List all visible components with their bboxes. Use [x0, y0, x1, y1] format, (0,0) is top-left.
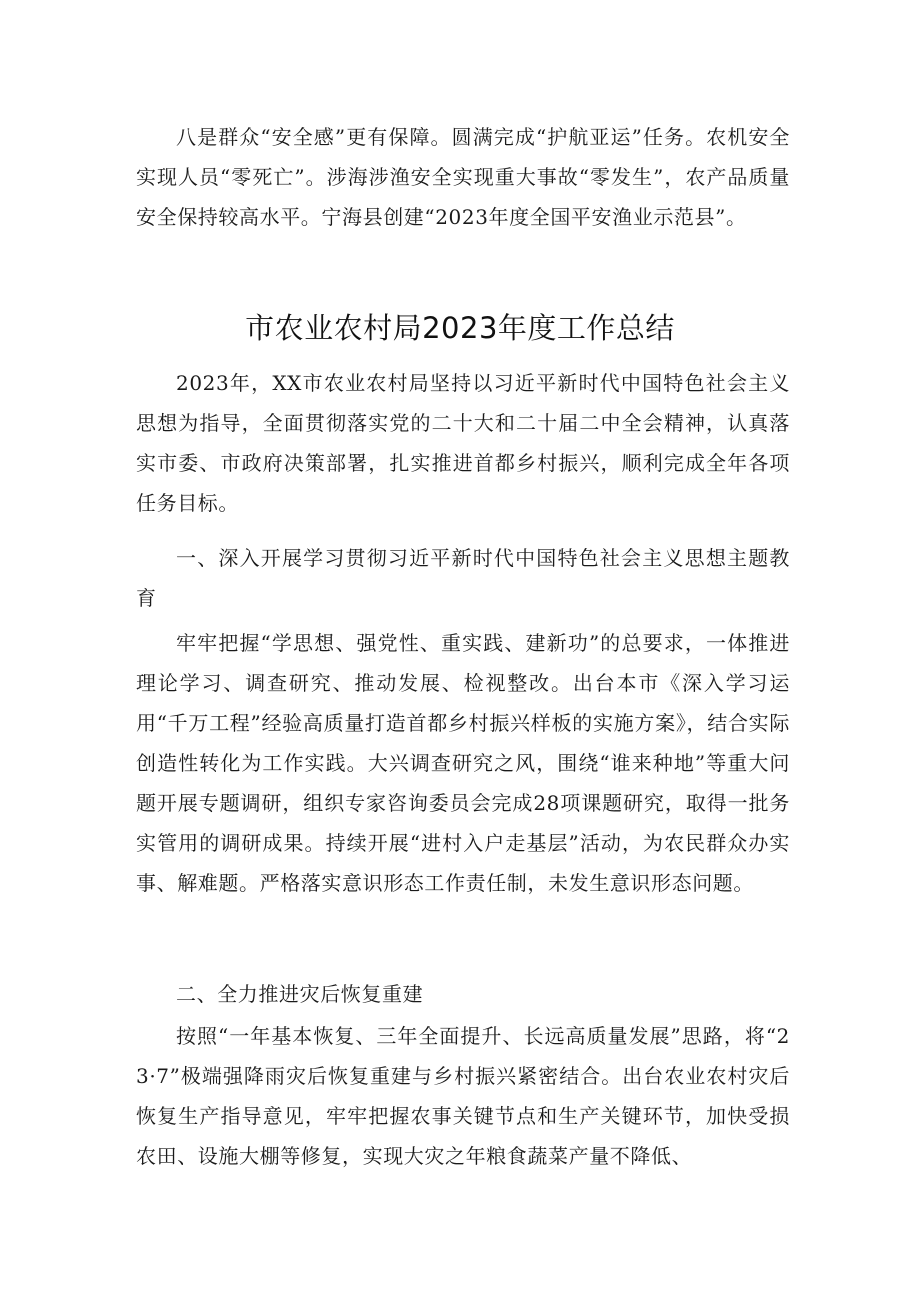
section-body-2: 按照“一年基本恢复、三年全面提升、长远高质量发展”思路，将“23·7”极端强降雨灾后恢复重建与乡村振兴紧密结合。出台农业农村灾后恢复生产指导意见，牢牢把握农事关键节点和生产关键环节，加快受损农田、设施大棚等修复，实现大灾之年粮食蔬菜产量不降低、	[136, 1024, 790, 1168]
section-heading-1: 一、深入开展学习贯彻习近平新时代中国特色社会主义思想主题教育	[136, 546, 790, 610]
previous-section-paragraph: 八是群众“安全感”更有保障。圆满完成“护航亚运”任务。农机安全实现人员“零死亡”。涉海涉渔安全实现重大事故“零发生”，农产品质量安全保持较高水平。宁海县创建“2023年度全国平安渔业示范县”。	[136, 125, 790, 229]
document-title: 市农业农村局2023年度工作总结	[245, 311, 675, 345]
section-body-1: 牢牢把握“学思想、强党性、重实践、建新功”的总要求，一体推进理论学习、调查研究、推动发展、检视整改。出台本市《深入学习运用“千万工程”经验高质量打造首都乡村振兴样板的实施方案》，结合实际创造性转化为工作实践。大兴调查研究之风，围绕“谁来种地”等重大问题开展专题调研，组织专家咨询委员会完成28项课题研究，取得一批务实管用的调研成果。持续开展“进村入户走基层”活动，为农民群众办实事、解难题。严格落实意识形态工作责任制，未发生意识形态问题。	[136, 631, 790, 895]
intro-paragraph: 2023年，XX市农业农村局坚持以习近平新时代中国特色社会主义思想为指导，全面贯彻落实党的二十大和二十届二中全会精神，认真落实市委、市政府决策部署，扎实推进首都乡村振兴，顺利完成全年各项任务目标。	[136, 371, 790, 515]
section-heading-2: 二、全力推进灾后恢复重建	[176, 982, 424, 1006]
